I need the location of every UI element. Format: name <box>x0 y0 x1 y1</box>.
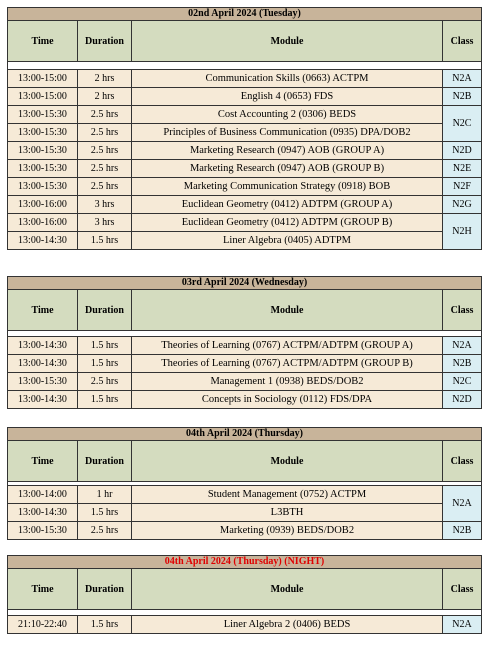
header-duration: Duration <box>78 21 132 62</box>
header-duration: Duration <box>78 441 132 482</box>
cell-module: English 4 (0653) FDS <box>132 88 443 106</box>
cell-module: Theories of Learning (0767) ACTPM/ADTPM (GROUP B) <box>132 355 443 373</box>
cell-class: N2B <box>443 88 482 106</box>
cell-duration: 2.5 hrs <box>78 522 132 540</box>
cell-module: Cost Accounting 2 (0306) BEDS <box>132 106 443 124</box>
header-duration: Duration <box>78 290 132 331</box>
cell-time: 13:00-14:30 <box>8 337 78 355</box>
header-time: Time <box>8 21 78 62</box>
cell-time: 13:00-15:30 <box>8 160 78 178</box>
timetable-thursday-night <box>7 555 482 634</box>
table-row <box>8 522 482 540</box>
cell-module: Marketing Communication Strategy (0918) BOB <box>132 178 443 196</box>
cell-duration: 1 hr <box>78 486 132 504</box>
table-row <box>8 616 482 634</box>
cell-time: 13:00-15:30 <box>8 522 78 540</box>
cell-time: 13:00-15:00 <box>8 70 78 88</box>
header-module: Module <box>132 21 443 62</box>
header-module: Module <box>132 290 443 331</box>
cell-module: Euclidean Geometry (0412) ADTPM (GROUP B) <box>132 214 443 232</box>
table-row <box>8 70 482 88</box>
cell-class: N2B <box>443 355 482 373</box>
cell-duration: 2 hrs <box>78 70 132 88</box>
cell-module: Euclidean Geometry (0412) ADTPM (GROUP A) <box>132 196 443 214</box>
cell-duration: 2.5 hrs <box>78 160 132 178</box>
spacer-row <box>8 62 482 70</box>
cell-module: Principles of Business Communication (0935) DPA/DOB2 <box>132 124 443 142</box>
table-row <box>8 232 482 250</box>
header-class: Class <box>443 569 482 610</box>
cell-time: 13:00-14:00 <box>8 486 78 504</box>
cell-time: 13:00-15:30 <box>8 106 78 124</box>
section-title: 04th April 2024 (Thursday) <box>8 428 482 441</box>
cell-duration: 2.5 hrs <box>78 124 132 142</box>
header-class: Class <box>443 290 482 331</box>
cell-class: N2C <box>443 106 482 142</box>
header-module: Module <box>132 569 443 610</box>
section-title: 02nd April 2024 (Tuesday) <box>8 8 482 21</box>
table-row <box>8 106 482 124</box>
cell-class: N2A <box>443 70 482 88</box>
cell-duration: 2.5 hrs <box>78 373 132 391</box>
table-row <box>8 124 482 142</box>
cell-module: Management 1 (0938) BEDS/DOB2 <box>132 373 443 391</box>
cell-time: 13:00-15:30 <box>8 178 78 196</box>
cell-class: N2C <box>443 373 482 391</box>
cell-module: Theories of Learning (0767) ACTPM/ADTPM (GROUP A) <box>132 337 443 355</box>
table-row <box>8 160 482 178</box>
header-time: Time <box>8 569 78 610</box>
table-row <box>8 373 482 391</box>
cell-duration: 2.5 hrs <box>78 142 132 160</box>
cell-time: 13:00-16:00 <box>8 214 78 232</box>
cell-module: Communication Skills (0663) ACTPM <box>132 70 443 88</box>
cell-class: N2E <box>443 160 482 178</box>
table-row <box>8 504 482 522</box>
cell-time: 13:00-15:30 <box>8 373 78 391</box>
section-tuesday <box>7 7 481 250</box>
timetable-thursday <box>7 427 482 540</box>
table-row <box>8 486 482 504</box>
section-wednesday <box>7 276 481 409</box>
cell-duration: 3 hrs <box>78 214 132 232</box>
table-row <box>8 337 482 355</box>
cell-time: 13:00-14:30 <box>8 232 78 250</box>
cell-module: Concepts in Sociology (0112) FDS/DPA <box>132 391 443 409</box>
section-title: 04th April 2024 (Thursday) (NIGHT) <box>8 556 482 569</box>
cell-module: Marketing (0939) BEDS/DOB2 <box>132 522 443 540</box>
section-title: 03rd April 2024 (Wednesday) <box>8 277 482 290</box>
cell-duration: 1.5 hrs <box>78 504 132 522</box>
cell-duration: 2.5 hrs <box>78 178 132 196</box>
cell-class: N2A <box>443 337 482 355</box>
table-row <box>8 355 482 373</box>
cell-time: 13:00-14:30 <box>8 504 78 522</box>
header-duration: Duration <box>78 569 132 610</box>
cell-duration: 1.5 hrs <box>78 616 132 634</box>
table-row <box>8 391 482 409</box>
cell-duration: 1.5 hrs <box>78 232 132 250</box>
cell-class: N2D <box>443 391 482 409</box>
cell-time: 21:10-22:40 <box>8 616 78 634</box>
header-time: Time <box>8 441 78 482</box>
cell-class: N2G <box>443 196 482 214</box>
timetable-wednesday <box>7 276 482 409</box>
cell-duration: 2.5 hrs <box>78 106 132 124</box>
table-row <box>8 214 482 232</box>
cell-time: 13:00-14:30 <box>8 391 78 409</box>
cell-class: N2A <box>443 616 482 634</box>
cell-time: 13:00-15:30 <box>8 142 78 160</box>
cell-module: Student Management (0752) ACTPM <box>132 486 443 504</box>
cell-duration: 1.5 hrs <box>78 355 132 373</box>
cell-module: Liner Algebra (0405) ADTPM <box>132 232 443 250</box>
cell-time: 13:00-15:00 <box>8 88 78 106</box>
cell-duration: 3 hrs <box>78 196 132 214</box>
cell-class: N2A <box>443 486 482 522</box>
cell-duration: 1.5 hrs <box>78 337 132 355</box>
cell-time: 13:00-15:30 <box>8 124 78 142</box>
cell-class: N2F <box>443 178 482 196</box>
header-module: Module <box>132 441 443 482</box>
cell-class: N2D <box>443 142 482 160</box>
cell-class: N2B <box>443 522 482 540</box>
section-thursday-night <box>7 555 481 634</box>
header-class: Class <box>443 21 482 62</box>
cell-time: 13:00-16:00 <box>8 196 78 214</box>
header-class: Class <box>443 441 482 482</box>
section-thursday <box>7 427 481 540</box>
cell-duration: 1.5 hrs <box>78 391 132 409</box>
cell-module: Marketing Research (0947) AOB (GROUP B) <box>132 160 443 178</box>
cell-time: 13:00-14:30 <box>8 355 78 373</box>
table-row <box>8 142 482 160</box>
table-row <box>8 178 482 196</box>
cell-class: N2H <box>443 214 482 250</box>
cell-module: L3BTH <box>132 504 443 522</box>
timetable-tuesday <box>7 7 482 250</box>
header-time: Time <box>8 290 78 331</box>
cell-duration: 2 hrs <box>78 88 132 106</box>
cell-module: Marketing Research (0947) AOB (GROUP A) <box>132 142 443 160</box>
table-row <box>8 88 482 106</box>
cell-module: Liner Algebra 2 (0406) BEDS <box>132 616 443 634</box>
table-row <box>8 196 482 214</box>
